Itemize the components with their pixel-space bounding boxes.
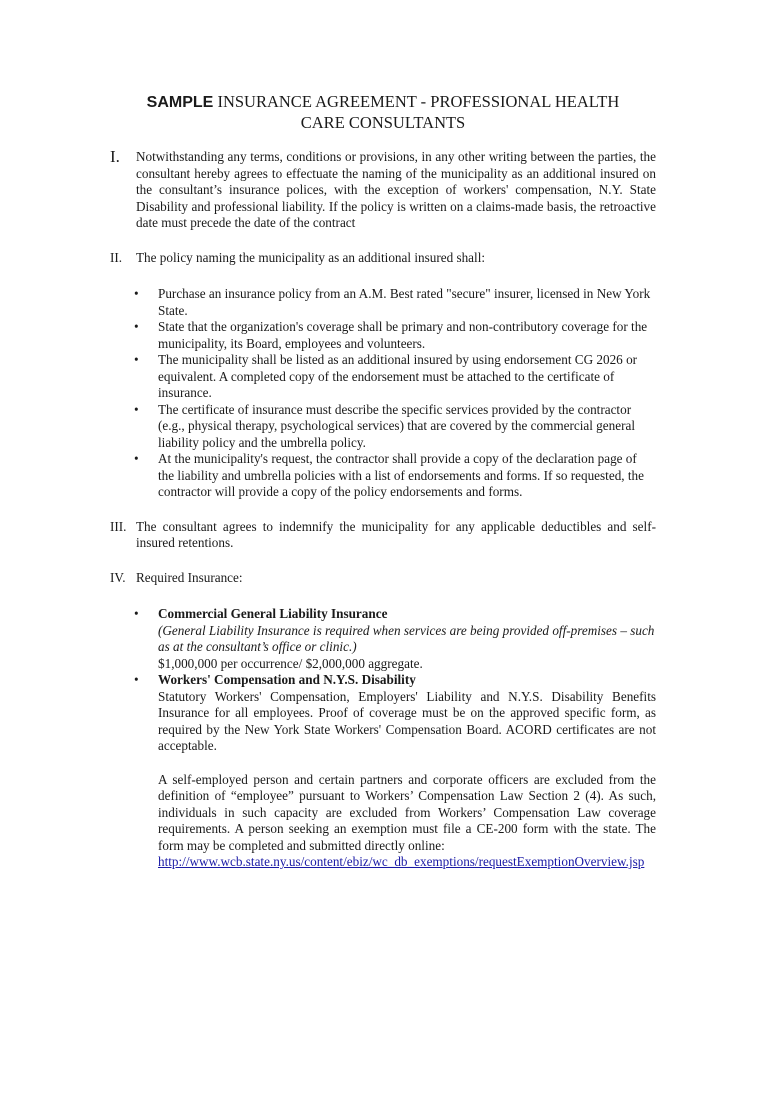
section-2-number: II. [110,249,123,265]
bullet-icon: • [134,606,139,621]
bullet-icon: • [134,352,139,367]
bullet-icon: • [134,401,139,417]
paragraph-spacer [158,755,656,772]
workers-comp-heading: Workers' Compensation and N.Y.S. Disability [158,672,416,687]
document-page [0,92,768,1116]
bullet-icon: • [134,672,139,687]
exemption-link[interactable]: http://www.wcb.state.ny.us/content/ebiz/wc_db_exemptions/requestExemptionOverview.jsp [158,854,645,869]
section-3 [110,519,656,552]
list-item [134,319,656,352]
title-line-1 [110,92,656,113]
bullet-icon: • [134,319,139,334]
bullet-icon: • [134,451,139,466]
list-item [134,352,656,402]
list-item [134,402,656,452]
section-1 [110,149,656,232]
section-2-text: The policy naming the municipality as an additional insured shall: [136,249,486,265]
list-item-text: At the municipality's request, the contractor shall provide a copy of the declaration page of the liability and umbrella policies with a list of endorsements and forms. If so requested, the contractor will provide a copy of the policy endorsements and forms. [158,451,644,499]
list-item-cgl [134,606,656,672]
list-item-text: State that the organization's coverage shall be primary and non-contributory coverage for the municipality, its Board, employees and volunteers. [158,319,648,351]
list-item-workers-comp [134,672,656,871]
section-3-number: III. [110,518,127,534]
workers-comp-paragraph-2: A self-employed person and certain partners and corporate officers are excluded from the definition of “employee” pursuant to Workers’ Compensation Law Section 2 (4). As such, individuals in such capacity are excluded from Workers’ Compensation Law coverage requirements. A person seeking an exemption must file a CE-200 form with the state. The form may be completed and submitted directly online: [158,771,656,853]
list-item-text: Purchase an insurance policy from an A.M. Best rated "secure" insurer, licensed in New York State. [158,286,651,318]
section-2 [110,250,656,501]
cgl-heading: Commercial General Liability Insurance [158,606,388,621]
title-line-1-text: INSURANCE AGREEMENT - PROFESSIONAL HEALTH [213,92,620,111]
title-sample-label: SAMPLE [146,94,214,111]
section-3-text: The consultant agrees to indemnify the municipality for any applicable deductibles and self-insured retentions. [136,518,656,550]
exemption-link-wrapper [158,854,656,871]
cgl-limits: $1,000,000 per occurrence/ $2,000,000 aggregate. [158,655,423,671]
required-insurance-list [134,606,656,871]
bullet-icon: • [134,286,139,301]
title-line-2: CARE CONSULTANTS [300,113,466,132]
section-4-number: IV. [110,569,126,585]
section-1-text: Notwithstanding any terms, conditions or provisions, in any other writing between the parties, the consultant hereby agrees to effectuate the naming of the municipality as an additional insured on the consultant’s insurance polices, with the exception of workers' compensation, N.Y. State Disability and professional liability. If the policy is written on a claims-made basis, the retroactive date must precede the date of the contract [136,149,656,230]
list-item [134,451,656,501]
section-4-text: Required Insurance: [136,569,243,585]
section-1-number: I. [110,147,120,166]
list-item-text: The certificate of insurance must describe the specific services provided by the contractor (e.g., physical therapy, psychological services) that are covered by the commercial general liability policy and the umbrella policy. [158,401,635,450]
cgl-note: (General Liability Insurance is required when services are being provided off-premises – such as at the consultant’s office or clinic.) [158,622,655,654]
list-item [134,286,656,319]
list-item-text: The municipality shall be listed as an additional insured by using endorsement CG 2026 or equivalent. A completed copy of the endorsement must be attached to the certificate of insurance. [158,352,638,400]
section-2-bullet-list [134,286,656,501]
document-title [110,92,656,133]
workers-comp-paragraph-1: Statutory Workers' Compensation, Employers' Liability and N.Y.S. Disability Benefits Insurance for all employees. Proof of coverage must be on the approved specific form, as required by the New York State Workers' Compensation Board. ACORD certificates are not acceptable. [158,688,656,753]
section-4 [110,570,656,871]
